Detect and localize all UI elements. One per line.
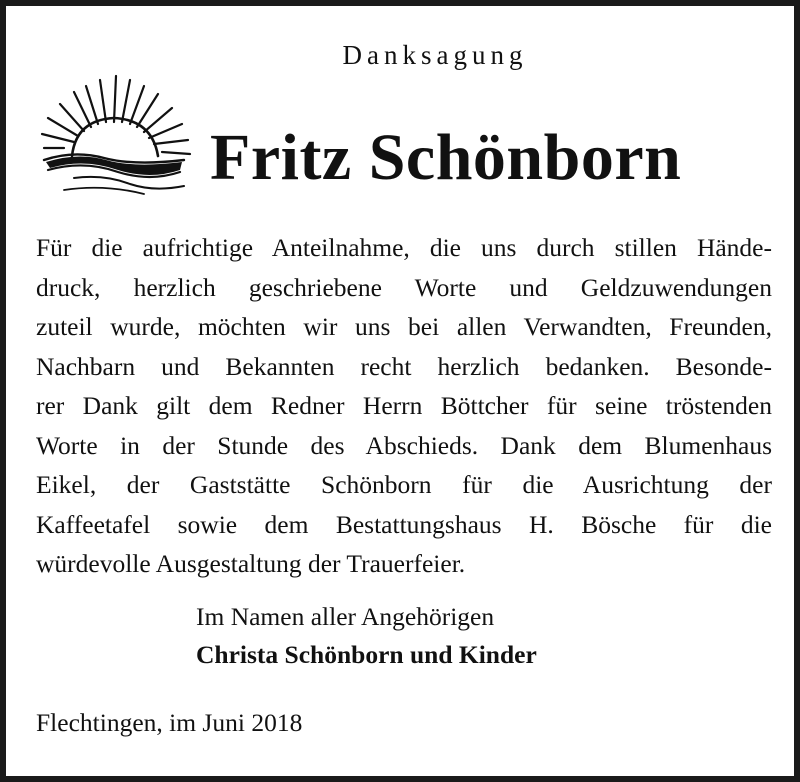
notice-heading: Danksagung bbox=[342, 40, 528, 70]
body-line: Kaffeetafel sowie dem Bestattungshaus H. Bösche für die bbox=[36, 509, 772, 539]
body-line: zuteil wurde, möchten wir uns bei allen Verwandten, Freunden, bbox=[36, 312, 772, 341]
place-date: Flechtingen, im Juni 2018 bbox=[36, 708, 303, 737]
body-line: Nachbarn und Bekannten recht herzlich bedanken. Besonde- bbox=[36, 351, 772, 381]
body-line: rer Dank gilt dem Redner Herrn Böttcher für seine tröstenden bbox=[36, 391, 772, 420]
closing-block bbox=[196, 598, 537, 674]
notice-body bbox=[36, 228, 772, 584]
body-line: Eikel, der Gaststätte Schönborn für die Ausrichtung der bbox=[36, 470, 772, 499]
body-line: Für die aufrichtige Anteilnahme, die uns durch stillen Hände- bbox=[36, 233, 772, 262]
sunrise-over-hills-icon bbox=[34, 74, 194, 204]
signer-name: Christa Schönborn und Kinder bbox=[196, 640, 537, 669]
deceased-name: Fritz Schönborn bbox=[210, 121, 682, 194]
closing-line: Im Namen aller Angehörigen bbox=[196, 602, 495, 631]
body-line: Worte in der Stunde des Abschieds. Dank dem Blumenhaus bbox=[36, 430, 772, 460]
body-line: würdevolle Ausgestaltung der Trauerfeier. bbox=[36, 549, 466, 578]
body-line: druck, herzlich geschriebene Worte und Geldzuwendungen bbox=[36, 272, 772, 302]
